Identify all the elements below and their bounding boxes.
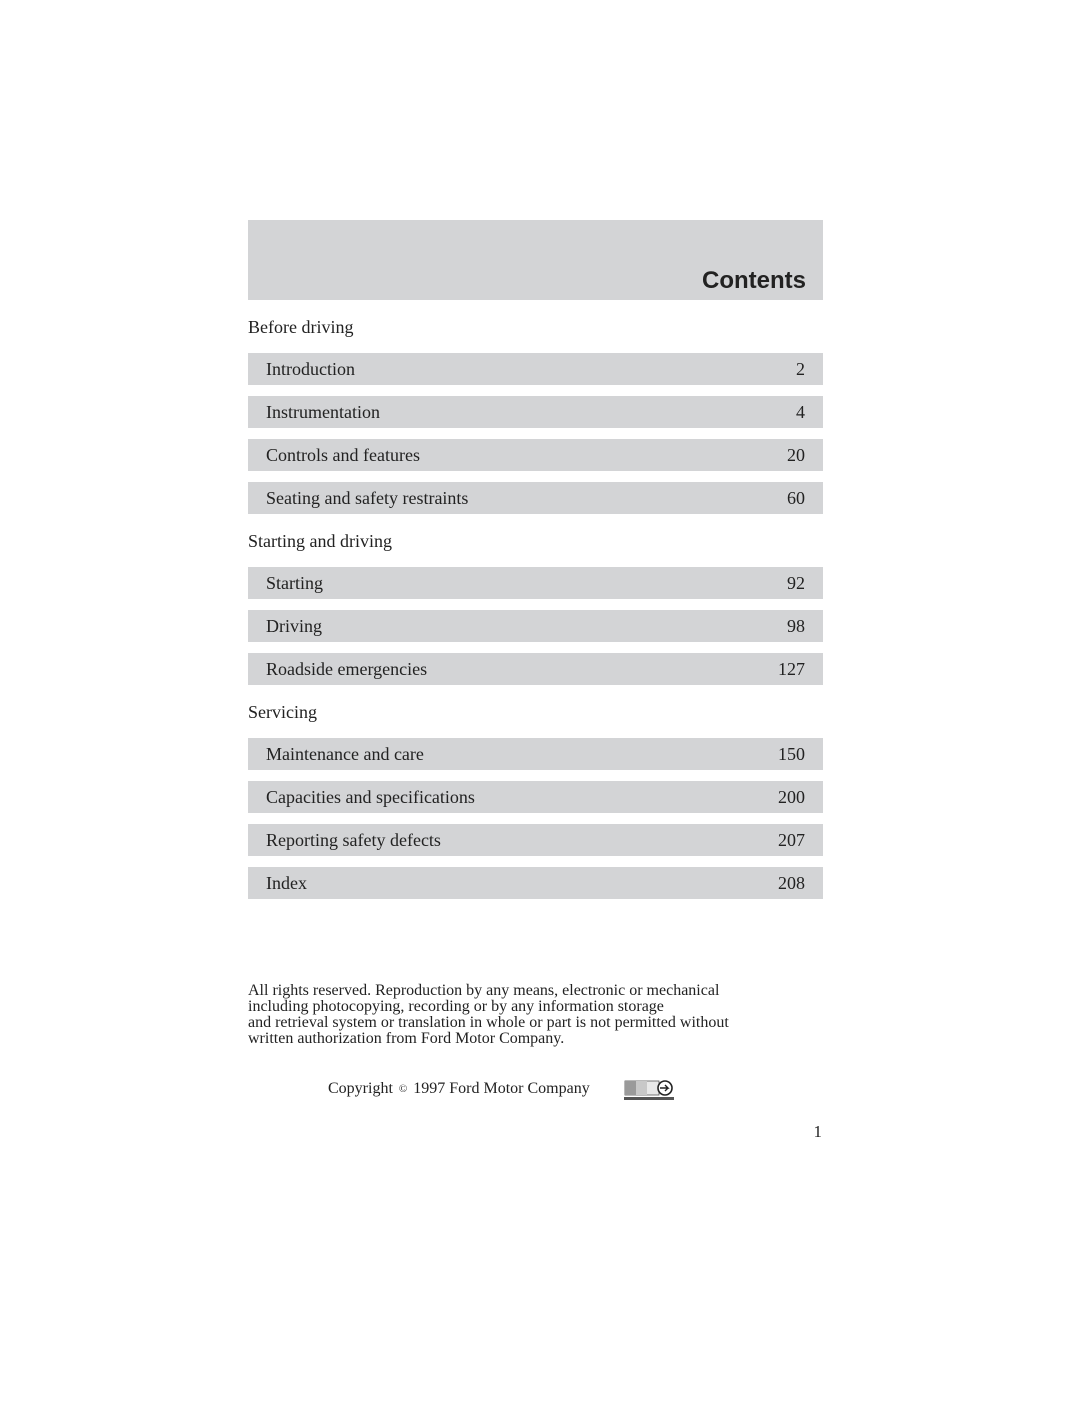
toc-row-maintenance-and-care[interactable] (248, 738, 823, 770)
toc-page-number: 200 (778, 786, 805, 807)
toc-row-driving[interactable] (248, 610, 823, 642)
toc-label: Starting (266, 572, 323, 593)
section-heading-before-driving: Before driving (248, 317, 354, 337)
toc-page-number: 92 (787, 572, 805, 593)
toc-list-starting-and-driving (248, 567, 823, 685)
toc-label: Controls and features (266, 444, 420, 465)
rights-line: including photocopying, recording or by any information storage (248, 998, 664, 1015)
page-title: Contents (702, 267, 806, 294)
toc-row-controls-and-features[interactable] (248, 439, 823, 471)
ecf-logo-icon (624, 1080, 674, 1102)
toc-list-before-driving (248, 353, 823, 514)
toc-row-index[interactable] (248, 867, 823, 899)
toc-row-introduction[interactable] (248, 353, 823, 385)
copyright-line (328, 1080, 590, 1098)
page-number: 1 (813, 1122, 822, 1141)
toc-page-number: 20 (787, 444, 805, 465)
rights-line: written authorization from Ford Motor Company. (248, 1030, 565, 1047)
toc-label: Introduction (266, 358, 355, 379)
title-band (248, 220, 823, 300)
toc-row-roadside-emergencies[interactable] (248, 653, 823, 685)
ecf-logo-caption-mark (624, 1097, 674, 1100)
toc-page-number: 208 (778, 872, 805, 893)
toc-page-number: 98 (787, 615, 805, 636)
toc-page-number: 2 (796, 358, 805, 379)
rights-line: All rights reserved. Reproduction by any means, electronic or mechanical (248, 982, 720, 999)
toc-row-instrumentation[interactable] (248, 396, 823, 428)
section-heading-starting-and-driving: Starting and driving (248, 531, 392, 551)
toc-row-starting[interactable] (248, 567, 823, 599)
toc-label: Capacities and specifications (266, 786, 475, 807)
copyright-symbol: © (398, 1083, 408, 1095)
toc-label: Roadside emergencies (266, 658, 428, 679)
toc-row-seating-and-safety-restraints[interactable] (248, 482, 823, 514)
toc-page-number: 4 (796, 401, 805, 422)
rights-line: and retrieval system or translation in whole or part is not permitted without (248, 1014, 729, 1031)
toc-label: Instrumentation (266, 401, 380, 422)
rights-notice (248, 983, 808, 1047)
contents-page (248, 220, 823, 899)
toc-row-reporting-safety-defects[interactable] (248, 824, 823, 856)
toc-label: Index (266, 872, 307, 893)
toc-list-servicing (248, 738, 823, 899)
toc-label: Seating and safety restraints (266, 487, 469, 508)
toc-page-number: 150 (778, 743, 805, 764)
section-heading-servicing: Servicing (248, 702, 317, 722)
toc-label: Driving (266, 615, 322, 636)
toc-label: Reporting safety defects (266, 829, 441, 850)
toc-page-number: 207 (778, 829, 805, 850)
toc-page-number: 60 (787, 487, 805, 508)
copyright-prefix: Copyright (328, 1080, 393, 1097)
toc-row-capacities-and-specifications[interactable] (248, 781, 823, 813)
toc-page-number: 127 (778, 658, 805, 679)
toc-label: Maintenance and care (266, 743, 424, 764)
copyright-text: 1997 Ford Motor Company (413, 1080, 590, 1097)
